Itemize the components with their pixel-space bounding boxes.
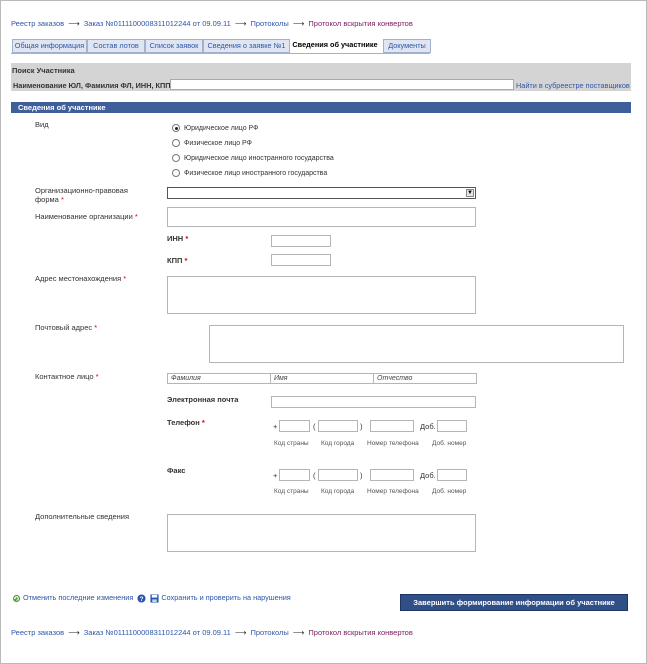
type-option-individual-foreign[interactable] xyxy=(172,168,327,178)
phone-caption-country: Код страны xyxy=(274,440,309,447)
phone-caption-ext: Доб. номер xyxy=(432,440,467,447)
breadcrumb-current: Протокол вскрытия конвертов xyxy=(308,19,413,28)
org-form-label-line2 xyxy=(35,195,64,204)
type-label: Вид xyxy=(35,120,49,129)
fax-ext-input[interactable] xyxy=(437,469,467,481)
finish-participant-button[interactable]: Завершить формирование информации об участнике xyxy=(400,594,628,611)
postal-label-text: Почтовый адрес xyxy=(35,323,93,332)
inn-label xyxy=(167,234,188,243)
phone-caption-city: Код города xyxy=(321,440,355,447)
type-option-legal-rf[interactable] xyxy=(172,123,258,133)
save-icon[interactable] xyxy=(150,594,159,603)
radio-icon[interactable] xyxy=(172,169,180,177)
search-label-text: Наименование ЮЛ, Фамилия ФЛ, ИНН, КПП xyxy=(13,81,171,90)
svg-text:?: ? xyxy=(139,595,144,603)
search-input[interactable] xyxy=(170,79,514,90)
phone-country-input[interactable] xyxy=(279,420,310,432)
extra-info-label: Дополнительные сведения xyxy=(35,512,130,521)
type-option-individual-rf[interactable] xyxy=(172,138,252,148)
type-option-legal-foreign[interactable] xyxy=(172,153,334,163)
help-icon[interactable] xyxy=(137,594,146,603)
required-mark: * xyxy=(94,323,98,332)
phone-plus: + xyxy=(273,422,278,431)
fax-country-input[interactable] xyxy=(279,469,310,481)
phone-ext-input[interactable] xyxy=(437,420,467,432)
breadcrumb-arrow: ⟶ xyxy=(68,628,80,637)
required-mark: * xyxy=(201,418,205,427)
inn-input[interactable] xyxy=(271,235,331,247)
required-mark: * xyxy=(134,212,138,221)
tab-documents[interactable]: Документы xyxy=(383,39,431,53)
phone-close-paren: ) xyxy=(360,422,363,431)
radio-icon[interactable] xyxy=(172,154,180,162)
phone-caption-number: Номер телефона xyxy=(367,440,419,447)
kpp-label-text: КПП xyxy=(167,256,183,265)
breadcrumb-arrow: ⟶ xyxy=(234,19,247,28)
contact-middle-name-input[interactable]: Отчество xyxy=(373,373,477,384)
tab-general-info[interactable]: Общая информация xyxy=(12,39,87,53)
breadcrumb-protocols-link[interactable]: Протоколы xyxy=(250,19,289,28)
phone-open-paren: ( xyxy=(313,422,316,431)
email-label: Электронная почта xyxy=(167,395,239,404)
undo-icon[interactable] xyxy=(12,594,21,603)
radio-icon[interactable] xyxy=(172,139,180,147)
phone-number-input[interactable] xyxy=(370,420,414,432)
breadcrumb-top xyxy=(11,19,413,28)
required-mark: * xyxy=(60,195,64,204)
undo-changes-link[interactable]: Отменить последние изменения xyxy=(23,593,134,602)
section-header: Сведения об участнике xyxy=(11,102,631,113)
address-label-text: Адрес местонахождения xyxy=(35,274,122,283)
org-form-label: Организационно-правовая xyxy=(35,186,128,195)
postal-textarea[interactable] xyxy=(209,325,624,363)
search-title: Поиск Участника xyxy=(12,66,75,75)
breadcrumb-arrow: ⟶ xyxy=(292,19,305,28)
contact-last-name-input[interactable]: Фамилия xyxy=(167,373,271,384)
breadcrumb-bottom xyxy=(11,628,413,637)
inn-label-text: ИНН xyxy=(167,234,184,243)
org-form-label-text: форма xyxy=(35,195,59,204)
fax-plus: + xyxy=(273,471,278,480)
postal-label xyxy=(35,323,97,332)
breadcrumb-arrow: ⟶ xyxy=(292,628,305,637)
address-label xyxy=(35,274,126,283)
org-form-select[interactable] xyxy=(167,187,476,199)
breadcrumb-registry-link[interactable]: Реестр заказов xyxy=(11,19,65,28)
radio-label: Физическое лицо иностранного государства xyxy=(184,169,328,177)
phone-ext-label: Доб. xyxy=(420,422,436,431)
breadcrumb-arrow: ⟶ xyxy=(68,19,80,28)
breadcrumb-arrow: ⟶ xyxy=(234,628,247,637)
contact-label-text: Контактное лицо xyxy=(35,372,94,381)
save-and-check-link[interactable]: Сохранить и проверить на нарушения xyxy=(161,593,291,602)
contact-first-name-input[interactable]: Имя xyxy=(270,373,374,384)
chevron-down-icon[interactable]: ▼ xyxy=(467,190,473,196)
participant-search-panel xyxy=(11,63,631,91)
required-mark: * xyxy=(184,256,188,265)
required-mark: * xyxy=(95,372,99,381)
org-name-input[interactable] xyxy=(167,207,476,227)
breadcrumb-order-link[interactable]: Заказ №0111100008311012244 от 09.09.11 xyxy=(83,628,231,637)
fax-caption-number: Номер телефона xyxy=(367,488,419,495)
find-in-registry-link[interactable]: Найти в субреестре поставщиков xyxy=(516,81,630,90)
kpp-label xyxy=(167,256,187,265)
contact-label xyxy=(35,372,99,381)
phone-label xyxy=(167,418,205,427)
breadcrumb-order-link[interactable]: Заказ №0111100008311012244 от 09.09.11 xyxy=(83,19,231,28)
fax-city-input[interactable] xyxy=(318,469,358,481)
fax-open-paren: ( xyxy=(313,471,316,480)
fax-caption-country: Код страны xyxy=(274,488,309,495)
breadcrumb-registry-link[interactable]: Реестр заказов xyxy=(11,628,65,637)
radio-label: Юридическое лицо РФ xyxy=(184,124,259,132)
fax-caption-ext: Доб. номер xyxy=(432,488,467,495)
tab-application-details[interactable]: Сведения о заявке №1 xyxy=(203,39,290,53)
tab-lots[interactable]: Состав лотов xyxy=(87,39,145,53)
breadcrumb-protocols-link[interactable]: Протоколы xyxy=(250,628,289,637)
phone-city-input[interactable] xyxy=(318,420,358,432)
fax-number-input[interactable] xyxy=(370,469,414,481)
required-mark: * xyxy=(185,234,189,243)
required-mark: * xyxy=(123,274,127,283)
radio-checked-icon[interactable] xyxy=(172,124,180,132)
phone-label-text: Телефон xyxy=(167,418,200,427)
tab-underline xyxy=(11,53,430,54)
radio-label: Физическое лицо РФ xyxy=(184,139,252,147)
fax-ext-label: Доб. xyxy=(420,471,436,480)
extra-info-textarea[interactable] xyxy=(167,514,476,552)
address-textarea[interactable] xyxy=(167,276,476,314)
search-label xyxy=(13,81,175,90)
tab-applications[interactable]: Список заявок xyxy=(145,39,203,53)
fax-close-paren: ) xyxy=(360,471,363,480)
breadcrumb-current: Протокол вскрытия конвертов xyxy=(308,628,413,637)
footer-actions xyxy=(12,593,291,603)
fax-caption-city: Код города xyxy=(321,488,355,495)
org-name-label xyxy=(35,212,138,221)
email-input[interactable] xyxy=(271,396,476,408)
radio-label: Юридическое лицо иностранного государства xyxy=(184,154,334,162)
fax-label: Факс xyxy=(167,466,186,475)
tab-participant-info[interactable]: Сведения об участнике xyxy=(290,39,380,51)
kpp-input[interactable] xyxy=(271,254,331,266)
org-name-label-text: Наименование организации xyxy=(35,212,133,221)
